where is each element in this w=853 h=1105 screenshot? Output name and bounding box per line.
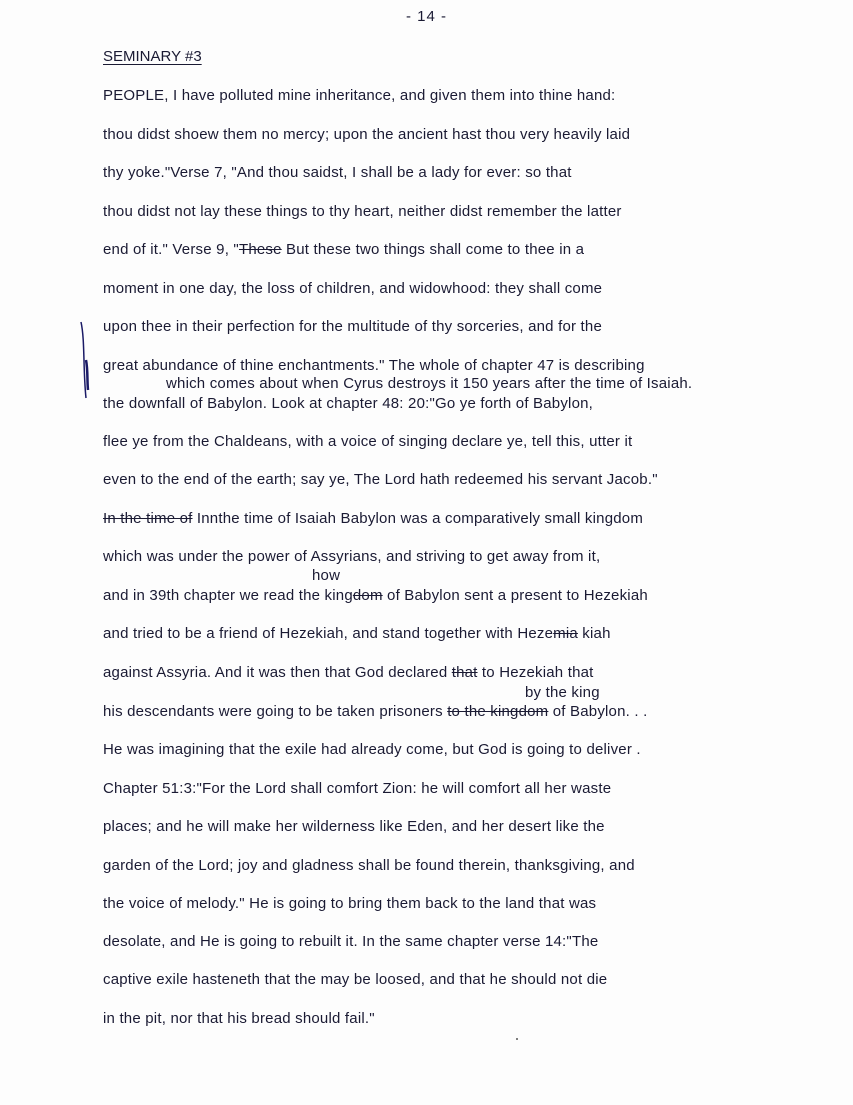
struck-text: These xyxy=(238,241,282,258)
text-line-23: desolate, and He is going to rebuilt it. In the same chapter verse 14:"The xyxy=(103,933,599,950)
handwritten-insertion-how: how xyxy=(312,567,341,584)
page-number: - 14 - xyxy=(405,8,447,25)
handwritten-insertion-cyrus: which comes about when Cyrus destroys it 150 years after the time of Isaiah. xyxy=(166,375,693,392)
text-line-17: his descendants were going to be taken prisoners to the kingdom of Babylon. . . xyxy=(103,703,648,720)
text-line-19: Chapter 51:3:"For the Lord shall comfort Zion: he will comfort all her waste xyxy=(103,780,612,797)
text-line-11: even to the end of the earth; say ye, The Lord hath redeemed his servant Jacob." xyxy=(103,471,658,488)
text-line-14: and in 39th chapter we read the kingdom of Babylon sent a present to Hezekiah xyxy=(103,587,648,604)
text-line-16: against Assyria. And it was then that God declared that to Hezekiah that xyxy=(103,664,594,681)
struck-text: In the time of xyxy=(103,510,193,527)
text-line-6: moment in one day, the loss of children, and widowhood: they shall come xyxy=(103,280,603,297)
text-line-5: end of it." Verse 9, "These But these two things shall come to thee in a xyxy=(103,241,585,258)
text-line-1: PEOPLE, I have polluted mine inheritance, and given them into thine hand: xyxy=(103,87,616,104)
text-line-18: He was imagining that the exile had already come, but God is going to deliver . xyxy=(103,741,641,758)
text-line-12: In the time of Innthe time of Isaiah Babylon was a comparatively small kingdom xyxy=(103,510,644,527)
handwritten-insertion-by-the-king: by the king xyxy=(525,684,600,701)
text-line-7: upon thee in their perfection for the multitude of thy sorceries, and for the xyxy=(103,318,603,335)
margin-bracket-mark xyxy=(78,320,98,400)
struck-text: that xyxy=(451,664,478,681)
text-line-25: in the pit, nor that his bread should fail." xyxy=(103,1010,375,1027)
text-line-13: which was under the power of Assyrians, and striving to get away from it, xyxy=(103,548,601,565)
text-line-24: captive exile hasteneth that the may be loosed, and that he should not die xyxy=(103,971,608,988)
stray-dot xyxy=(516,1038,518,1040)
struck-text: to the kingdom xyxy=(447,703,549,720)
text-line-10: flee ye from the Chaldeans, with a voice of singing declare ye, tell this, utter it xyxy=(103,433,633,450)
text-line-8: great abundance of thine enchantments." The whole of chapter 47 is describing xyxy=(103,357,645,374)
text-line-22: the voice of melody." He is going to bring them back to the land that was xyxy=(103,895,597,912)
text-line-20: places; and he will make her wilderness like Eden, and her desert like the xyxy=(103,818,605,835)
struck-text: mia xyxy=(553,625,578,642)
text-line-3: thy yoke."Verse 7, "And thou saidst, I shall be a lady for ever: so that xyxy=(103,164,572,181)
text-line-9: the downfall of Babylon. Look at chapter 48: 20:"Go ye forth of Babylon, xyxy=(103,395,594,412)
text-line-21: garden of the Lord; joy and gladness shall be found therein, thanksgiving, and xyxy=(103,857,635,874)
text-line-2: thou didst shoew them no mercy; upon the ancient hast thou very heavily laid xyxy=(103,126,631,143)
text-line-15: and tried to be a friend of Hezekiah, and stand together with Hezemia kiah xyxy=(103,625,611,642)
text-line-4: thou didst not lay these things to thy heart, neither didst remember the latter xyxy=(103,203,622,220)
seminary-heading: SEMINARY #3 xyxy=(103,48,202,65)
struck-text: dom xyxy=(352,587,383,604)
